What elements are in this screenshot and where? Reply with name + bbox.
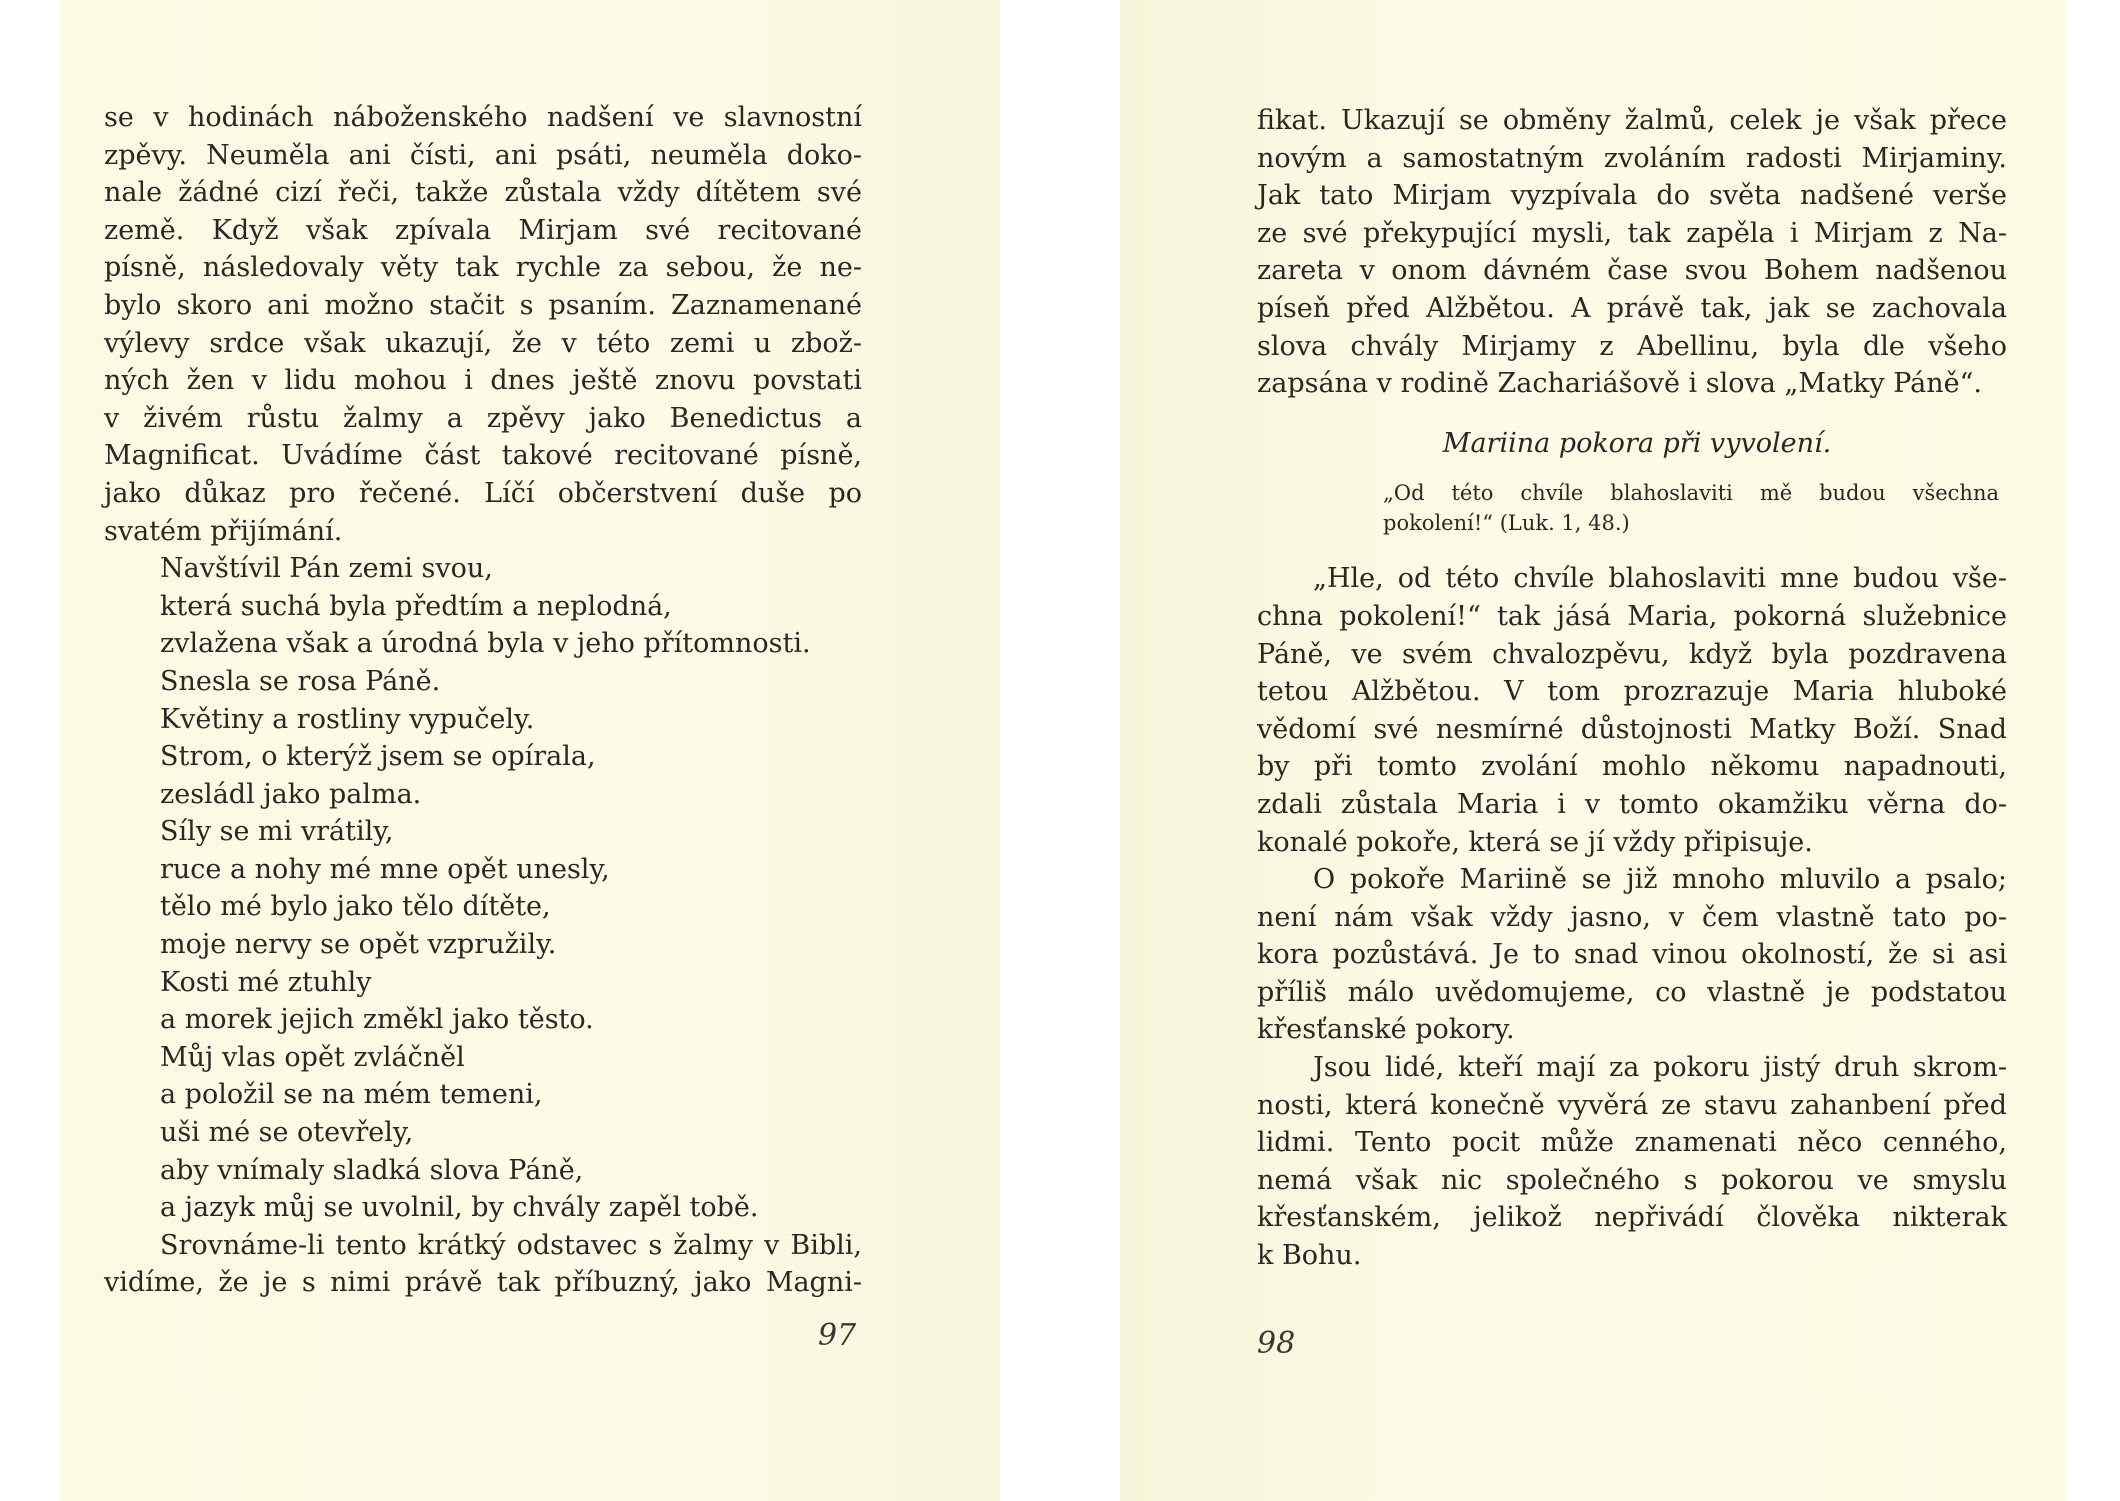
verse-line: Síly se mi vrátily,	[160, 816, 394, 848]
text-line: ze své překypující mysli, tak zapěla i Mirjam z Na-	[1257, 217, 2007, 249]
right-page	[1120, 0, 2065, 1501]
text-line: k Bohu.	[1257, 1240, 1362, 1272]
text-line: tetou Alžbětou. V tom prozrazuje Maria hluboké	[1257, 676, 2007, 708]
verse-line: ruce a nohy mé mne opět unesly,	[160, 853, 610, 885]
text-line: není nám však vždy jasno, v čem vlastně tato po-	[1257, 901, 2007, 933]
text-line: lidmi. Tento pocit může znamenati něco cenného,	[1257, 1127, 2007, 1159]
verse-line: Strom, o kterýž jsem se opírala,	[160, 741, 596, 773]
text-line: kora pozůstává. Je to snad vinou okolností, že si asi	[1257, 939, 2007, 971]
left-page	[60, 0, 1000, 1501]
text-line: v živém růstu žalmy a zpěvy jako Benedictus a	[104, 402, 862, 434]
page-number: 97	[818, 1318, 857, 1353]
text-line: fikat. Ukazují se obměny žalmů, celek je však přece	[1257, 105, 2007, 136]
text-line: chna pokolení!“ tak jásá Maria, pokorná služebnice	[1257, 600, 2007, 632]
text-line: se v hodinách náboženského nadšení ve slavnostní	[104, 102, 862, 133]
text-line: výlevy srdce však ukazují, že v této zemi u zbož-	[104, 327, 862, 359]
verse-line: a položil se na mém temeni,	[160, 1079, 543, 1111]
verse-line: zesládl jako palma.	[160, 778, 422, 810]
text-line: křesťanské pokory.	[1257, 1014, 1515, 1046]
verse-line: a jazyk můj se uvolnil, by chvály zapěl tobě.	[160, 1192, 759, 1224]
left-page-text	[104, 99, 862, 1302]
verse-line: uši mé se otevřely,	[160, 1117, 414, 1149]
text-line: písně, následovaly věty tak rychle za sebou, že ne-	[104, 252, 862, 284]
verse-line: která suchá byla předtím a neplodná,	[160, 590, 672, 622]
text-line: Jak tato Mirjam vyzpívala do světa nadšené verše	[1257, 180, 2007, 212]
text-line: konalé pokoře, která se jí vždy připisuje.	[1257, 826, 1813, 858]
text-line: nosti, která konečně vyvěrá ze stavu zahanbení před	[1257, 1089, 2007, 1121]
text-line: Magnificat. Uvádíme část takové recitované písně,	[104, 440, 862, 472]
verse-line: Snesla se rosa Páně.	[160, 665, 441, 697]
epigraph-line: „Od této chvíle blahoslaviti mě budou všechna	[1383, 481, 1999, 506]
text-line: O pokoře Mariině se již mnoho mluvilo a psalo;	[1313, 864, 2007, 896]
text-line: slova chvály Mirjamy z Abellinu, byla dle všeho	[1257, 330, 2007, 362]
section-heading: Mariina pokora při vyvolení.	[1442, 427, 1832, 459]
text-line: zapsána v rodině Zachariášově i slova „Matky Páně“.	[1257, 368, 1983, 400]
text-line: píseň před Alžbětou. A právě tak, jak se zachovala	[1257, 292, 2007, 324]
text-line: bylo skoro ani možno stačit s psaním. Zaznamenané	[104, 289, 862, 321]
text-line: „Hle, od této chvíle blahoslaviti mne budou vše-	[1313, 563, 2007, 595]
verse-line: tělo mé bylo jako tělo dítěte,	[160, 891, 551, 923]
verse-line: Navštívil Pán zemi svou,	[160, 553, 493, 585]
text-line: Páně, ve svém chvalozpěvu, když byla pozdravena	[1257, 638, 2007, 670]
verse-line: aby vnímaly sladká slova Páně,	[160, 1154, 584, 1186]
text-line: novým a samostatným zvoláním radosti Mirjaminy.	[1257, 142, 2007, 174]
text-line: příliš málo uvědomujeme, co vlastně je podstatou	[1257, 976, 2007, 1008]
verse-line: a morek jejich změkl jako těsto.	[160, 1004, 594, 1036]
text-line: jako důkaz pro řečené. Líčí občerstvení duše po	[104, 477, 862, 509]
text-line: Jsou lidé, kteří mají za pokoru jistý druh skrom-	[1313, 1052, 2007, 1084]
verse-line: Květiny a rostliny vypučely.	[160, 703, 535, 735]
text-line: vědomí své nesmírné důstojnosti Matky Boží. Snad	[1257, 713, 2007, 745]
text-line: Srovnáme-li tento krátký odstavec s žalmy v Bibli,	[160, 1229, 862, 1261]
text-line: křesťanském, jelikož nepřivádí člověka nikterak	[1257, 1202, 2007, 1234]
text-line: nemá však nic společného s pokorou ve smyslu	[1257, 1164, 2007, 1196]
text-line: nale žádné cizí řeči, takže zůstala vždy dítětem své	[104, 177, 862, 209]
text-line: ných žen v lidu mohou i dnes ještě znovu povstati	[104, 365, 862, 397]
page-number: 98	[1257, 1326, 1296, 1361]
text-line: země. Když však zpívala Mirjam své recitované	[104, 214, 862, 246]
epigraph-line: pokolení!“ (Luk. 1, 48.)	[1383, 511, 1630, 536]
epigraph	[1383, 478, 1999, 538]
text-line: zdali zůstala Maria i v tomto okamžiku věrna do-	[1257, 788, 2007, 820]
verse-line: zvlažena však a úrodná byla v jeho přítomnosti.	[160, 628, 811, 660]
verse-line: Kosti mé ztuhly	[160, 966, 372, 998]
text-line: by při tomto zvolání mohlo někomu napadnouti,	[1257, 751, 2007, 783]
text-line: zpěvy. Neuměla ani čísti, ani psáti, neuměla doko-	[104, 139, 862, 171]
right-page-text	[1257, 102, 2007, 1275]
text-line: svatém přijímání.	[104, 515, 343, 547]
verse-line: moje nervy se opět vzpružily.	[160, 929, 557, 961]
text-line: zareta v onom dávném čase svou Bohem nadšenou	[1257, 255, 2007, 287]
verse-line: Můj vlas opět zvláčněl	[160, 1041, 465, 1073]
text-line: vidíme, že je s nimi právě tak příbuzný, jako Magni-	[104, 1267, 862, 1299]
